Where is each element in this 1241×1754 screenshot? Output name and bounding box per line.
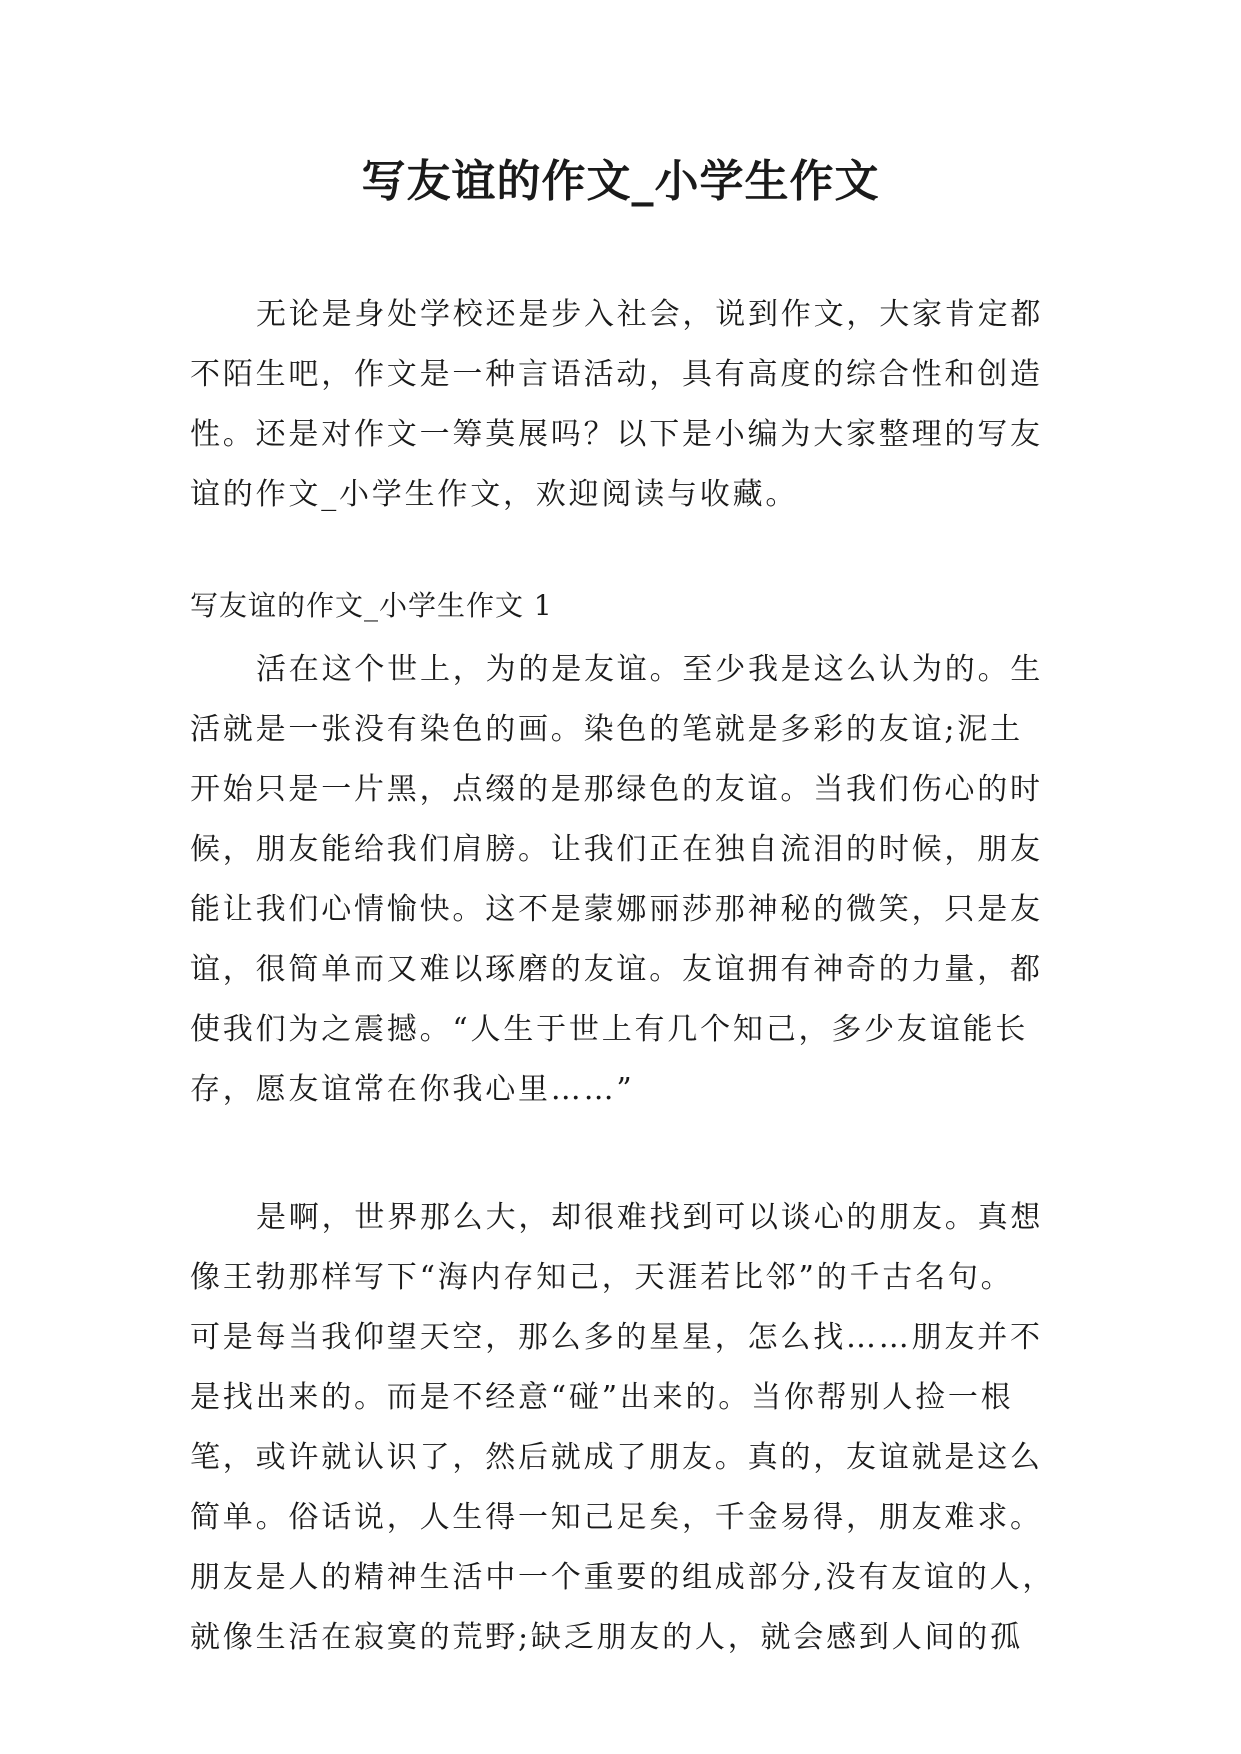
paragraph-line: 活在这个世上，为的是友谊。至少我是这么认为的。生 <box>256 652 1044 687</box>
intro-line: 无论是身处学校还是步入社会，说到作文，大家肯定都 <box>256 297 1044 332</box>
intro-line: 性。还是对作文一筹莫展吗？以下是小编为大家整理的写友 <box>190 417 1043 452</box>
section-heading-text: 写友谊的作文_小学生作文 1 <box>190 589 553 622</box>
paragraph-line: 谊，很简单而又难以琢磨的友谊。友谊拥有神奇的力量，都 <box>190 952 1043 987</box>
paragraph-2 <box>190 1188 1070 1668</box>
paragraph-line: 是啊，世界那么大，却很难找到可以谈心的朋友。真想 <box>256 1200 1044 1235</box>
paragraph-line: 朋友是人的精神生活中一个重要的组成部分,没有友谊的人， <box>190 1560 1056 1595</box>
intro-paragraph <box>190 285 1070 525</box>
section-heading <box>190 576 1070 636</box>
paragraph-line: 候，朋友能给我们肩膀。让我们正在独自流泪的时候，朋友 <box>190 832 1043 867</box>
paragraph-1 <box>190 640 1070 1120</box>
paragraph-line: 可是每当我仰望天空，那么多的星星，怎么找……朋友并不 <box>190 1320 1043 1355</box>
paragraph-line: 是找出来的。而是不经意“碰”出来的。当你帮别人捡一根 <box>190 1380 1014 1415</box>
paragraph-line: 使我们为之震撼。“人生于世上有几个知己，多少友谊能长 <box>190 1012 1029 1047</box>
paragraph-line: 笔，或许就认识了，然后就成了朋友。真的，友谊就是这么 <box>190 1440 1043 1475</box>
paragraph-line: 能让我们心情愉快。这不是蒙娜丽莎那神秘的微笑，只是友 <box>190 892 1043 927</box>
paragraph-line: 开始只是一片黑，点缀的是那绿色的友谊。当我们伤心的时 <box>190 772 1043 807</box>
intro-line: 谊的作文_小学生作文，欢迎阅读与收藏。 <box>190 477 799 512</box>
paragraph-line: 像王勃那样写下“海内存知己，天涯若比邻”的千古名句。 <box>190 1260 1014 1295</box>
intro-line: 不陌生吧，作文是一种言语活动，具有高度的综合性和创造 <box>190 357 1043 392</box>
paragraph-line: 简单。俗话说，人生得一知己足矣，千金易得，朋友难求。 <box>190 1500 1043 1535</box>
paragraph-line: 活就是一张没有染色的画。染色的笔就是多彩的友谊;泥土 <box>190 712 1023 747</box>
document-title: 写友谊的作文_小学生作文 <box>361 156 880 207</box>
paragraph-line: 存，愿友谊常在你我心里……” <box>190 1072 635 1107</box>
paragraph-line: 就像生活在寂寞的荒野;缺乏朋友的人，就会感到人间的孤 <box>190 1620 1023 1655</box>
